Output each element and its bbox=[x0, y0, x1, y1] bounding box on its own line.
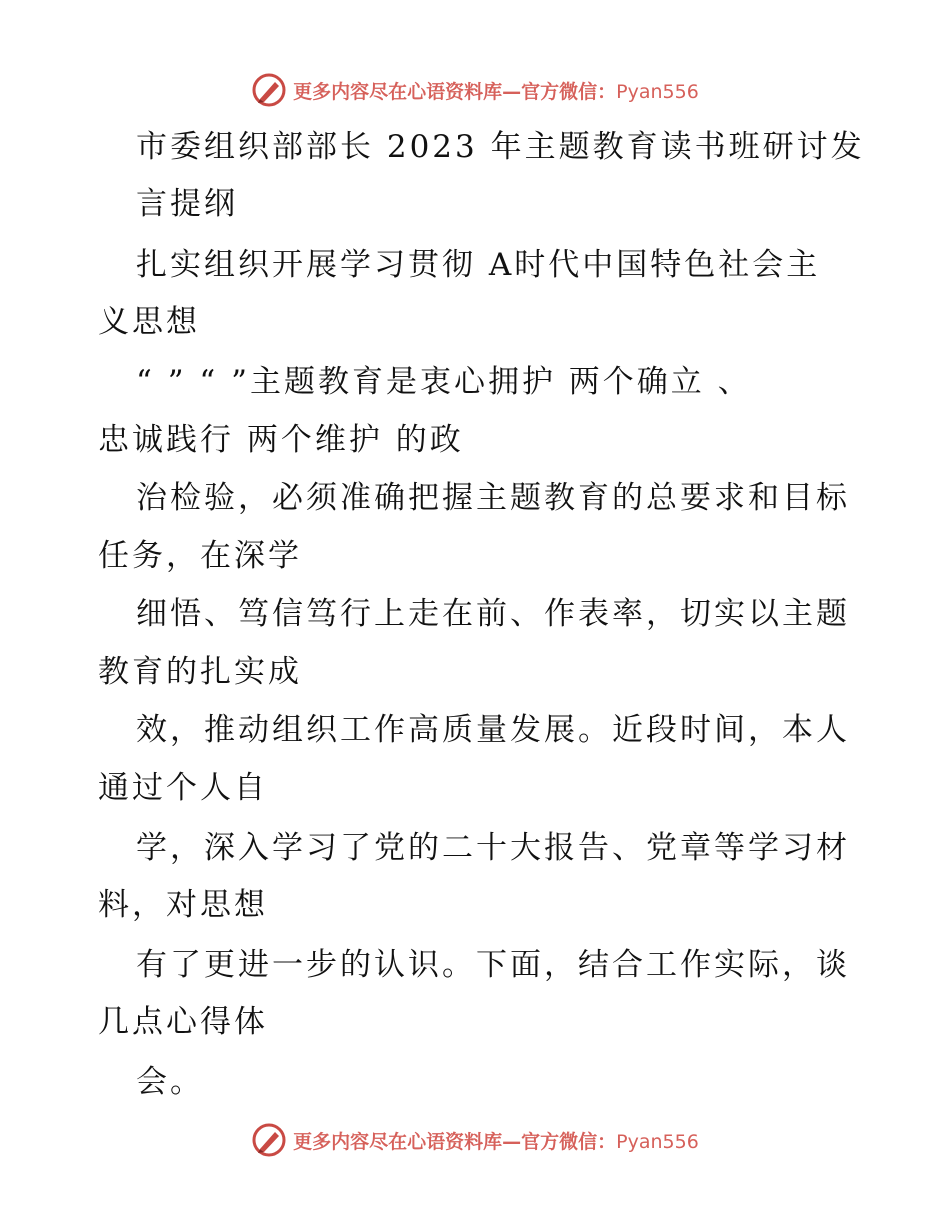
title-line-2: 言提纲 bbox=[136, 186, 238, 222]
paragraph-line: 治检验，必须准确把握主题教育的总要求和目标 bbox=[136, 480, 850, 516]
paragraph-line: “ ” “ ”主题教育是衷心拥护 两个确立 、 bbox=[136, 364, 752, 400]
header-watermark bbox=[0, 70, 950, 110]
paragraph-line: 义思想 bbox=[98, 304, 200, 340]
watermark-text: 更多内容尽在心语资料库—官方微信：Pyan556 bbox=[293, 1130, 699, 1153]
wechat-id: Pyan556 bbox=[616, 80, 699, 103]
title-line-1: 市委组织部部长 2023 年主题教育读书班研讨发 bbox=[136, 129, 865, 165]
paragraph-line: 几点心得体 bbox=[98, 1004, 268, 1040]
wechat-id: Pyan556 bbox=[616, 1130, 699, 1153]
paragraph-line: 忠诚践行 两个维护 的政 bbox=[98, 422, 464, 458]
footer-watermark bbox=[0, 1120, 950, 1160]
paragraph-line: 扎实组织开展学习贯彻 A时代中国特色社会主 bbox=[136, 247, 821, 283]
paragraph-line: 任务，在深学 bbox=[98, 538, 302, 574]
paragraph-line: 有了更进一步的认识。下面，结合工作实际，谈 bbox=[136, 947, 850, 983]
paragraph-line: 料，对思想 bbox=[98, 887, 268, 923]
paragraph-line: 通过个人自 bbox=[98, 770, 268, 806]
pen-logo-icon bbox=[251, 72, 287, 108]
paragraph-line: 会。 bbox=[136, 1064, 204, 1100]
paragraph-line: 学，深入学习了党的二十大报告、党章等学习材 bbox=[136, 830, 850, 866]
paragraph-line: 效，推动组织工作高质量发展。近段时间，本人 bbox=[136, 712, 850, 748]
pen-logo-icon bbox=[251, 1122, 287, 1158]
paragraph-line: 教育的扎实成 bbox=[98, 654, 302, 690]
watermark-text: 更多内容尽在心语资料库—官方微信：Pyan556 bbox=[293, 80, 699, 103]
paragraph-line: 细悟、笃信笃行上走在前、作表率，切实以主题 bbox=[136, 596, 850, 632]
